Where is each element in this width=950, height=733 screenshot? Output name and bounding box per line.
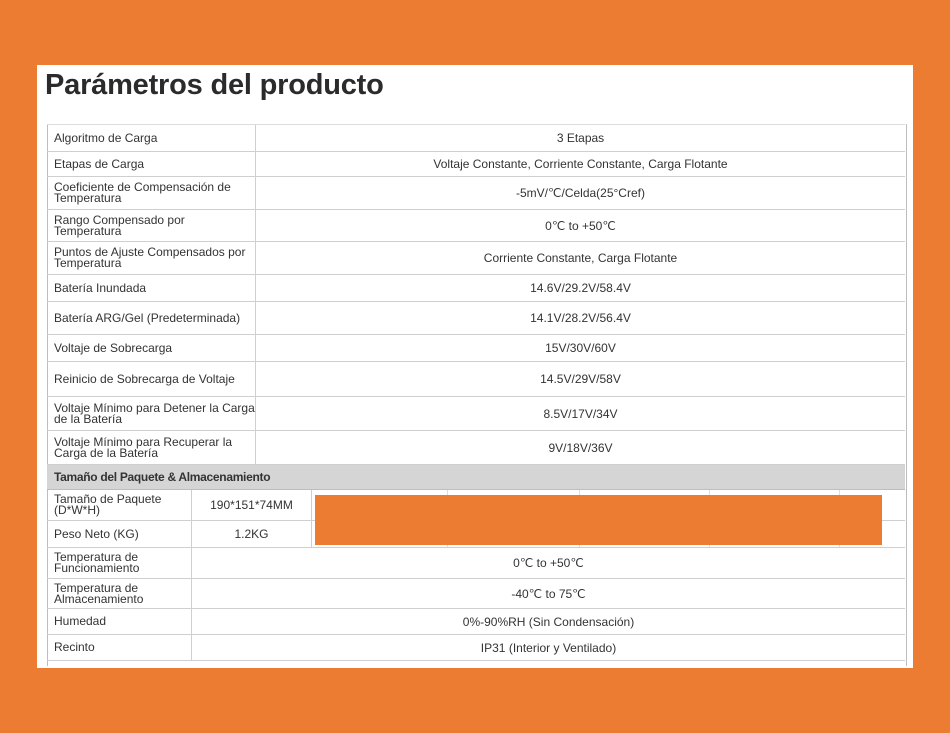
row-label: Tamaño de Paquete (D*W*H) [47, 490, 192, 520]
row-label: Etapas de Carga [47, 152, 256, 176]
row-label: Voltaje de Sobrecarga [47, 335, 256, 361]
row-label: Puntos de Ajuste Compensados por Temperatura [47, 242, 256, 274]
row-label: Algoritmo de Carga [47, 125, 256, 151]
product-parameters-panel [37, 65, 913, 668]
row-value: 190*151*74MM [192, 490, 312, 520]
row-label: Temperatura de Funcionamiento [47, 548, 192, 578]
table-row [47, 125, 905, 152]
row-label: Batería ARG/Gel (Predeterminada) [47, 302, 256, 334]
row-value: Corriente Constante, Carga Flotante [483, 251, 678, 265]
table-row [47, 177, 905, 210]
row-value: 0℃ to +50℃ [513, 556, 584, 570]
row-value: -40℃ to 75℃ [511, 586, 586, 601]
table-row [47, 397, 905, 431]
table-row [47, 609, 905, 635]
row-value: 3 Etapas [556, 131, 605, 145]
redaction-block [315, 495, 882, 545]
row-label: Humedad [47, 609, 192, 634]
table-row [47, 362, 905, 397]
row-label: Rango Compensado por Temperatura [47, 210, 256, 241]
row-value: 14.1V/28.2V/56.4V [530, 311, 631, 325]
row-value: IP31 (Interior y Ventilado) [480, 640, 617, 655]
table-row [47, 275, 905, 302]
table-row [47, 335, 905, 362]
row-label: Voltaje Mínimo para Recuperar la Carga de la Batería [47, 431, 256, 464]
row-label: Temperatura de Almacenamiento [47, 579, 192, 608]
row-label: Voltaje Mínimo para Detener la Carga de la Batería [47, 397, 256, 430]
row-value: 0℃ to +50℃ [545, 218, 616, 233]
table-row [47, 431, 905, 465]
table-row [47, 635, 905, 661]
table-row [47, 302, 905, 335]
section-header-package: Tamaño del Paquete & Almacenamiento [47, 465, 905, 490]
row-value: 8.5V/17V/34V [543, 406, 618, 421]
row-label: Batería Inundada [47, 275, 256, 301]
row-label: Coeficiente de Compensación de Temperatura [47, 177, 256, 209]
row-label: Recinto [47, 635, 192, 660]
row-value: 1.2KG [192, 521, 312, 547]
table-row [47, 152, 905, 177]
row-value: 14.5V/29V/58V [540, 372, 621, 386]
row-value: 9V/18V/36V [548, 440, 613, 455]
table-row [47, 242, 905, 275]
table-row [47, 210, 905, 242]
row-label: Reinicio de Sobrecarga de Voltaje [47, 362, 256, 396]
row-value: 14.6V/29.2V/58.4V [530, 281, 631, 295]
table-row [47, 548, 905, 579]
table-row [47, 579, 905, 609]
row-value: 0%-90%RH (Sin Condensación) [462, 614, 635, 629]
row-label: Peso Neto (KG) [47, 521, 192, 547]
page-title: Parámetros del producto [45, 69, 384, 101]
row-value: Voltaje Constante, Corriente Constante, Carga Flotante [433, 157, 728, 171]
row-value: -5mV/℃/Celda(25°Cref) [516, 186, 645, 200]
row-value: 15V/30V/60V [545, 341, 616, 355]
